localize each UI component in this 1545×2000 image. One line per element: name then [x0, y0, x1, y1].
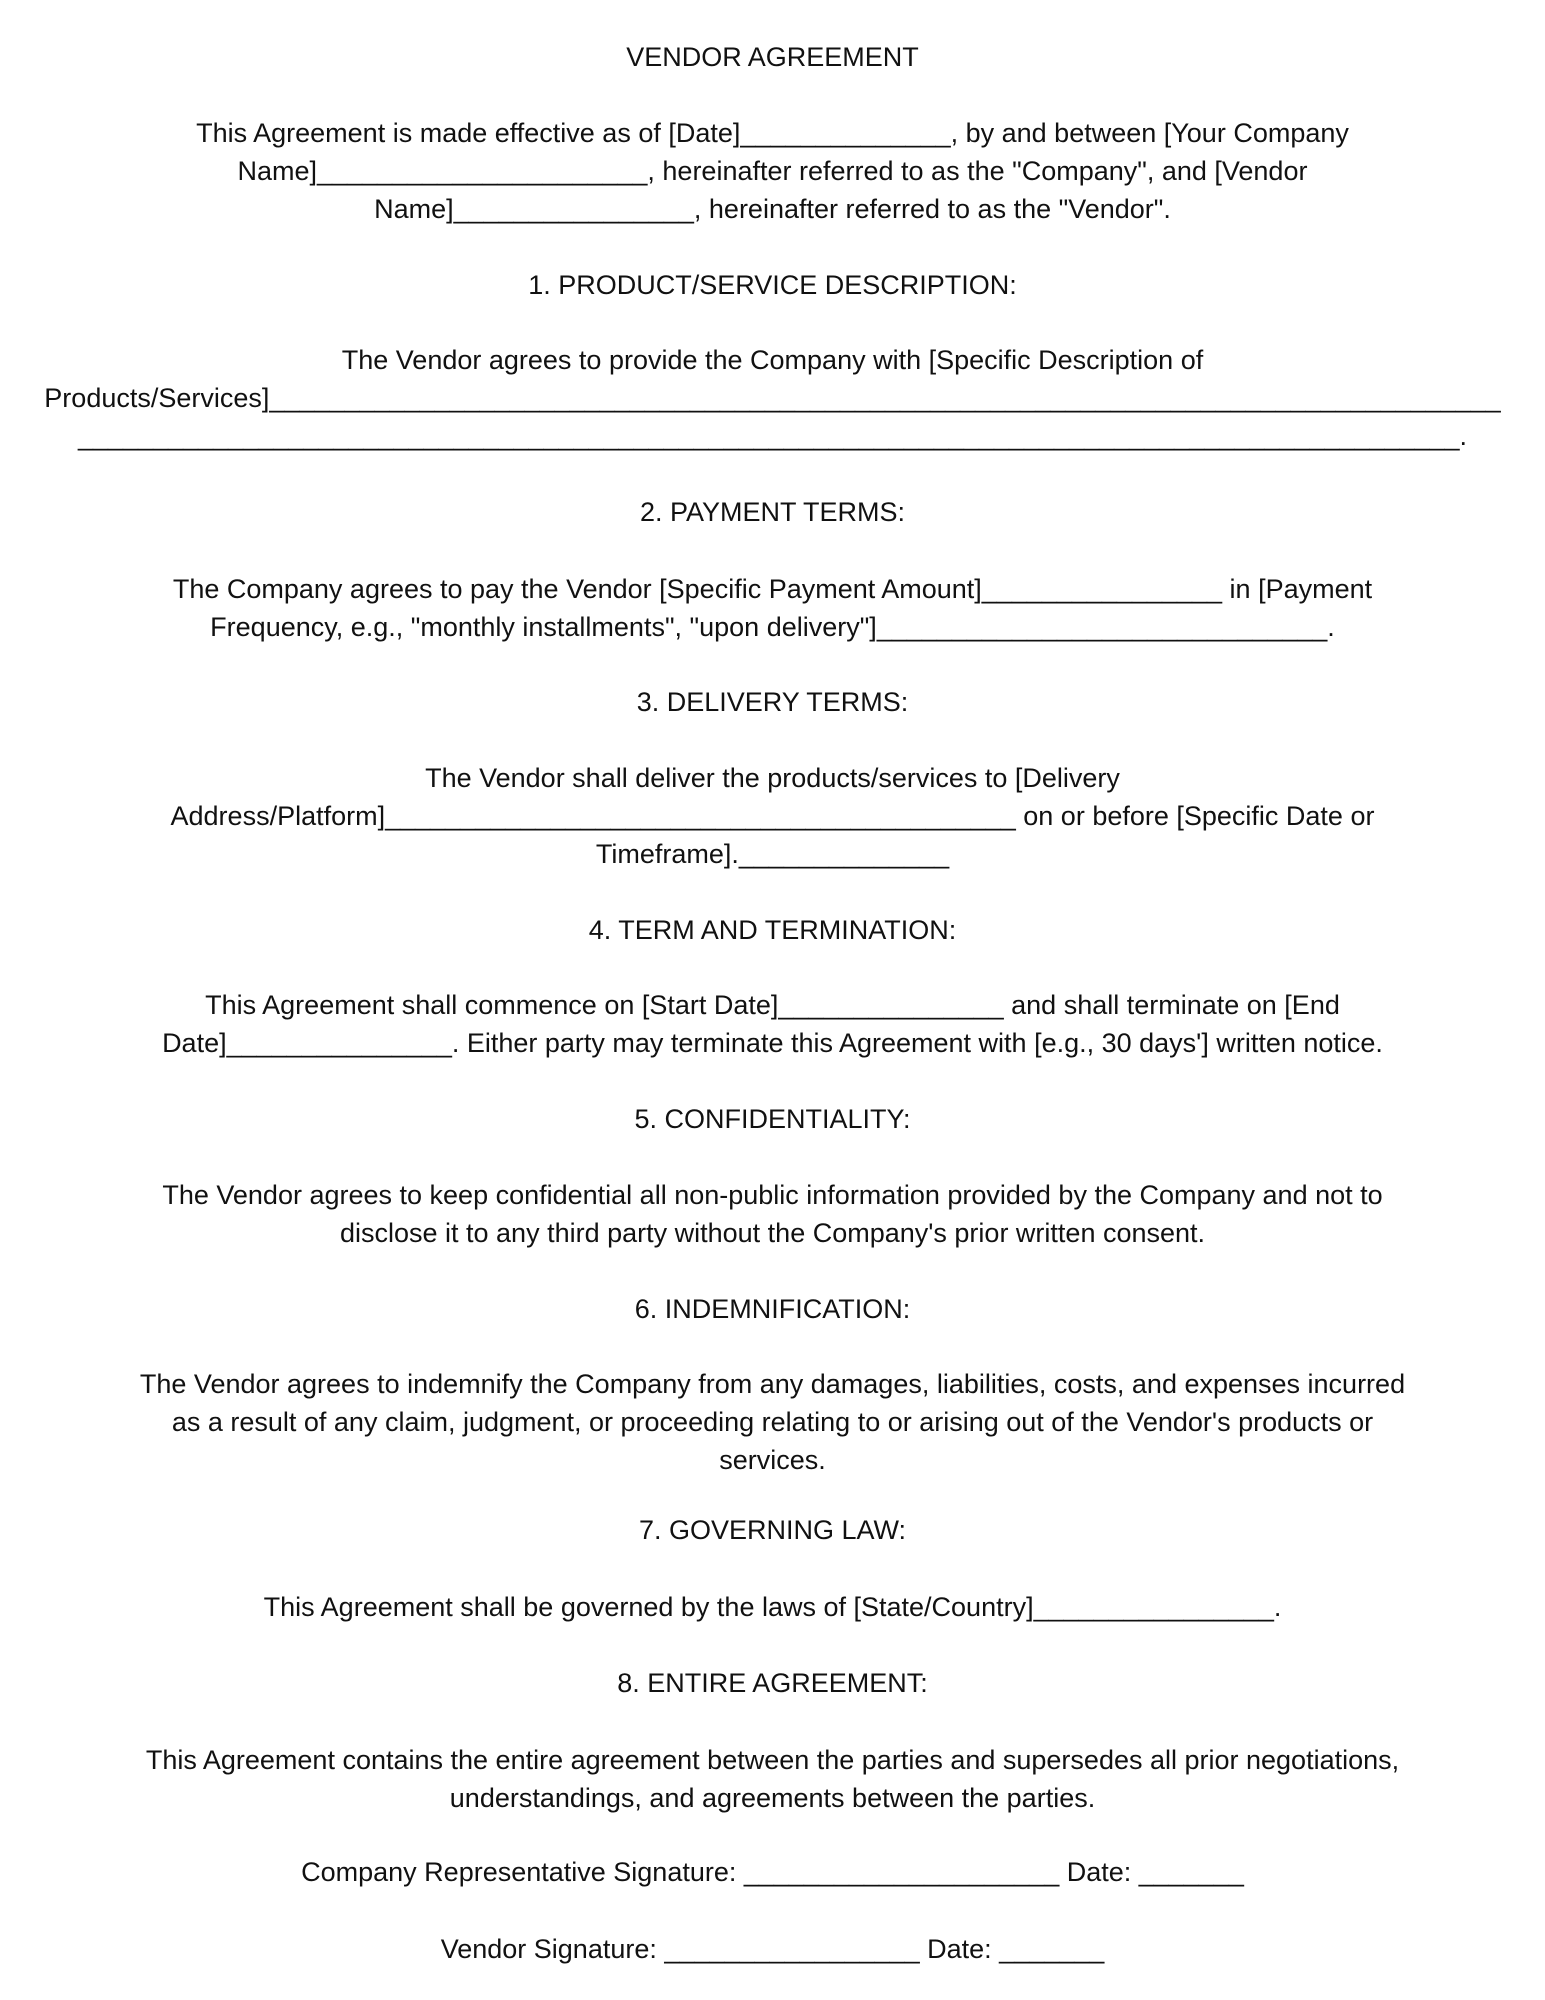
section-body	[0, 1741, 1545, 1817]
section-body-line: This Agreement contains the entire agreement between the parties and supersedes all prior negotiations,	[145, 1745, 1400, 1775]
section-heading: 4. TERM AND TERMINATION:	[588, 915, 957, 945]
section-body-line: disclose it to any third party without the Company's prior written consent.	[339, 1218, 1206, 1248]
section-heading-block	[0, 1100, 1545, 1138]
section-heading: 3. DELIVERY TERMS:	[636, 687, 909, 717]
intro-line: This Agreement is made effective as of [Date]______________, by and between [Your Company	[196, 118, 1349, 148]
section-heading-block	[0, 266, 1545, 304]
section-body-line: The Vendor agrees to keep confidential all non-public information provided by the Company and not to	[162, 1180, 1383, 1210]
section-body-line: Date]_______________. Either party may terminate this Agreement with [e.g., 30 days'] written notice.	[162, 1028, 1383, 1058]
section-body-line: Timeframe].______________	[595, 839, 950, 869]
intro-line: Name]______________________, hereinafter referred to as the "Company", and [Vendor	[237, 156, 1308, 186]
section-body	[0, 341, 1545, 455]
section-body-line: Frequency, e.g., "monthly installments", "upon delivery"]______________________________.	[210, 612, 1335, 642]
section-body-line: Address/Platform]__________________________________________ on or before [Specific Date or	[170, 801, 1375, 831]
section-body-line: services.	[719, 1445, 826, 1475]
section-body-line: The Vendor agrees to indemnify the Company from any damages, liabilities, costs, and expenses incurred	[139, 1369, 1406, 1399]
section-body-line: as a result of any claim, judgment, or proceeding relating to or arising out of the Vendor's products or	[171, 1407, 1374, 1437]
section-body	[0, 1176, 1545, 1252]
section-body	[0, 1588, 1545, 1626]
section-body-line: ____________________________________________________________________________________________.	[78, 421, 1467, 451]
section-heading-block	[0, 1511, 1545, 1549]
company-signature-text: Company Representative Signature: _____________________ Date: _______	[301, 1857, 1244, 1887]
section-heading-block	[0, 683, 1545, 721]
intro-paragraph	[0, 114, 1545, 228]
section-heading: 5. CONFIDENTIALITY:	[634, 1104, 911, 1134]
document-title: VENDOR AGREEMENT	[626, 42, 919, 72]
intro-line: Name]________________, hereinafter referred to as the "Vendor".	[374, 194, 1171, 224]
section-heading: 8. ENTIRE AGREEMENT:	[617, 1668, 928, 1698]
section-body-line: This Agreement shall commence on [Start Date]_______________ and shall terminate on [End	[205, 990, 1340, 1020]
section-body	[0, 1365, 1545, 1479]
section-body-line: understandings, and agreements between the parties.	[449, 1783, 1096, 1813]
section-body-line: This Agreement shall be governed by the laws of [State/Country]________________.	[263, 1592, 1282, 1622]
section-heading-block	[0, 911, 1545, 949]
section-heading-block	[0, 1290, 1545, 1328]
section-body-line: The Vendor agrees to provide the Company with [Specific Description of	[341, 345, 1204, 375]
section-heading-block	[0, 493, 1545, 531]
section-body	[0, 986, 1545, 1062]
section-body-line: The Company agrees to pay the Vendor [Specific Payment Amount]________________ in [Payment	[172, 574, 1373, 604]
company-signature-line	[0, 1853, 1545, 1891]
vendor-signature-line	[0, 1930, 1545, 1968]
document-title-block	[0, 38, 1545, 76]
section-heading: 2. PAYMENT TERMS:	[639, 497, 906, 527]
section-heading: 6. INDEMNIFICATION:	[634, 1294, 911, 1324]
section-body-line: Products/Services]__________________________________________________________________________________	[44, 383, 1501, 413]
vendor-signature-text: Vendor Signature: _________________ Date: _______	[440, 1934, 1105, 1964]
section-heading: 1. PRODUCT/SERVICE DESCRIPTION:	[528, 270, 1017, 300]
section-body	[0, 759, 1545, 873]
section-body	[0, 570, 1545, 646]
section-heading-block	[0, 1664, 1545, 1702]
section-heading: 7. GOVERNING LAW:	[638, 1515, 907, 1545]
section-body-line: The Vendor shall deliver the products/services to [Delivery	[425, 763, 1120, 793]
